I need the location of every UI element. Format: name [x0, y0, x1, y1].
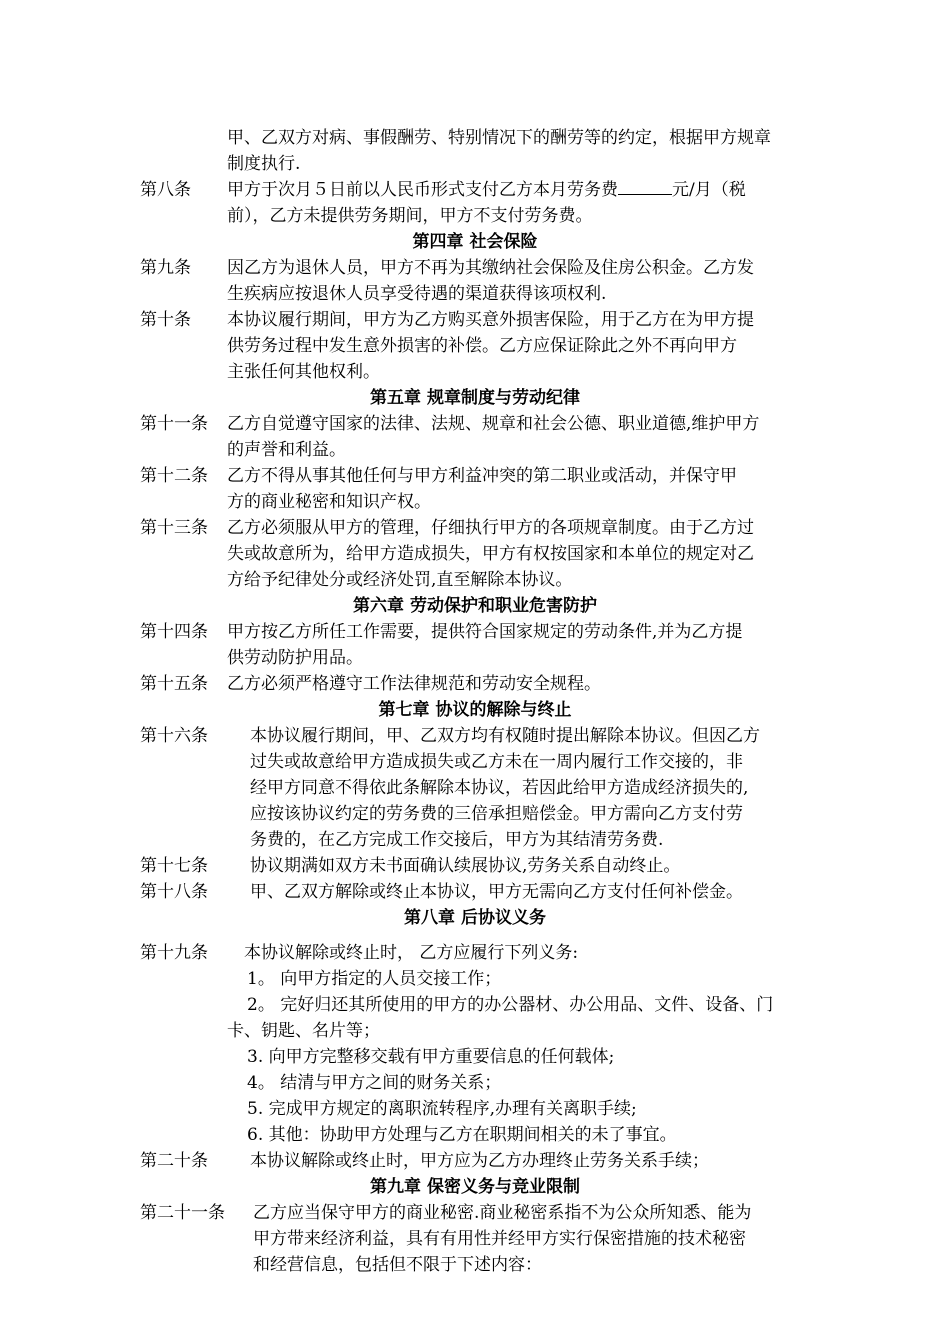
chapter-8-heading: 第八章 后协议义务 — [404, 908, 546, 928]
chapter-4-heading: 第四章 社会保险 — [412, 232, 538, 252]
article-8-text-b: 元/月（税 — [672, 180, 746, 200]
article-16-label: 第十六条 — [140, 726, 208, 746]
article-13-line-1: 乙方必须服从甲方的管理，仔细执行甲方的各项规章制度。由于乙方过 — [227, 518, 754, 538]
article-14-line-1: 甲方按乙方所任工作需要，提供符合国家规定的劳动条件,并为乙方提 — [227, 622, 743, 642]
article-11-label: 第十一条 — [140, 414, 208, 434]
list-item: 3. 向甲方完整移交载有甲方重要信息的任何载体; — [247, 1047, 615, 1067]
article-13-line-2: 失或故意所为，给甲方造成损失，甲方有权按国家和本单位的规定对乙 — [227, 544, 754, 564]
carry-over-line-2: 制度执行. — [227, 154, 301, 174]
article-12-line-1: 乙方不得从事其他任何与甲方利益冲突的第二职业或活动，并保守甲 — [227, 466, 737, 486]
list-item-continuation: 卡、钥匙、名片等； — [227, 1021, 380, 1041]
carry-over-line-1: 甲、乙双方对病、事假酬劳、特别情况下的酬劳等的约定，根据甲方规章 — [227, 128, 771, 148]
chapter-9-heading: 第九章 保密义务与竞业限制 — [370, 1177, 580, 1197]
article-20-line-1: 本协议解除或终止时，甲方应为乙方办理终止劳务关系手续； — [250, 1151, 709, 1171]
list-item: 4。 结清与甲方之间的财务关系； — [247, 1073, 502, 1093]
article-16-line-4: 应按该协议约定的劳务费的三倍承担赔偿金。甲方需向乙方支付劳 — [250, 804, 743, 824]
article-21-line-1: 乙方应当保守甲方的商业秘密.商业秘密系指不为公众所知悉、能为 — [253, 1203, 752, 1223]
article-19-label: 第十九条 — [140, 943, 208, 963]
article-8-label: 第八条 — [140, 180, 191, 200]
article-9-line-1: 因乙方为退休人员，甲方不再为其缴纳社会保险及住房公积金。乙方发 — [227, 258, 754, 278]
article-17-line-1: 协议期满如双方未书面确认续展协议,劳务关系自动终止。 — [250, 856, 681, 876]
article-15-label: 第十五条 — [140, 674, 208, 694]
article-17-label: 第十七条 — [140, 856, 208, 876]
list-item: 5. 完成甲方规定的离职流转程序,办理有关离职手续; — [247, 1099, 637, 1119]
article-13-line-3: 方给予纪律处分或经济处罚,直至解除本协议。 — [227, 570, 573, 590]
article-11-line-2: 的声誉和利益。 — [227, 440, 346, 460]
article-9-label: 第九条 — [140, 258, 191, 278]
amount-blank — [618, 178, 672, 195]
article-15-line-1: 乙方必须严格遵守工作法律规范和劳动安全规程。 — [227, 674, 601, 694]
article-12-line-2: 方的商业秘密和知识产权。 — [227, 492, 431, 512]
chapter-6-heading: 第六章 劳动保护和职业危害防护 — [353, 596, 597, 616]
chapter-7-heading: 第七章 协议的解除与终止 — [378, 700, 572, 720]
article-16-line-2: 过失或故意给甲方造成损失或乙方未在一周内履行工作交接的，非 — [250, 752, 743, 772]
article-8-line-1 — [227, 177, 746, 203]
article-13-label: 第十三条 — [140, 518, 208, 538]
article-10-label: 第十条 — [140, 310, 191, 330]
article-16-line-3: 经甲方同意不得依此条解除本协议，若因此给甲方造成经济损失的, — [250, 778, 749, 798]
article-11-line-1: 乙方自觉遵守国家的法律、法规、规章和社会公德、职业道德,维护甲方 — [227, 414, 760, 434]
list-item: 6. 其他：协助甲方处理与乙方在职期间相关的未了事宜。 — [247, 1125, 677, 1145]
list-item: 2。 完好归还其所使用的甲方的办公器材、办公用品、文件、设备、门 — [247, 995, 774, 1015]
article-16-line-1: 本协议履行期间，甲、乙双方均有权随时提出解除本协议。但因乙方 — [250, 726, 760, 746]
article-19-line-1: 本协议解除或终止时， 乙方应履行下列义务: — [244, 943, 579, 963]
article-8-text-a: 甲方于次月５日前以人民币形式支付乙方本月劳务费 — [227, 180, 618, 200]
article-20-label: 第二十条 — [140, 1151, 208, 1171]
list-item: 1。 向甲方指定的人员交接工作； — [247, 969, 502, 989]
article-18-label: 第十八条 — [140, 882, 208, 902]
article-10-line-3: 主张任何其他权利。 — [227, 362, 380, 382]
article-10-line-1: 本协议履行期间，甲方为乙方购买意外损害保险，用于乙方在为甲方提 — [227, 310, 754, 330]
article-21-line-2: 甲方带来经济利益，具有有用性并经甲方实行保密措施的技术秘密 — [253, 1229, 746, 1249]
article-21-line-3: 和经营信息，包括但不限于下述内容： — [253, 1255, 542, 1275]
article-18-line-1: 甲、乙双方解除或终止本协议，甲方无需向乙方支付任何补偿金。 — [250, 882, 743, 902]
article-10-line-2: 供劳务过程中发生意外损害的补偿。乙方应保证除此之外不再向甲方 — [227, 336, 737, 356]
chapter-5-heading: 第五章 规章制度与劳动纪律 — [370, 388, 580, 408]
article-14-line-2: 供劳动防护用品。 — [227, 648, 363, 668]
article-8-line-2: 前），乙方未提供劳务期间，甲方不支付劳务费。 — [227, 206, 593, 226]
article-14-label: 第十四条 — [140, 622, 208, 642]
article-9-line-2: 生疾病应按退休人员享受待遇的渠道获得该项权利. — [227, 284, 607, 304]
article-21-label: 第二十一条 — [140, 1203, 225, 1223]
article-16-line-5: 务费的，在乙方完成工作交接后，甲方为其结清劳务费. — [250, 830, 664, 850]
article-12-label: 第十二条 — [140, 466, 208, 486]
